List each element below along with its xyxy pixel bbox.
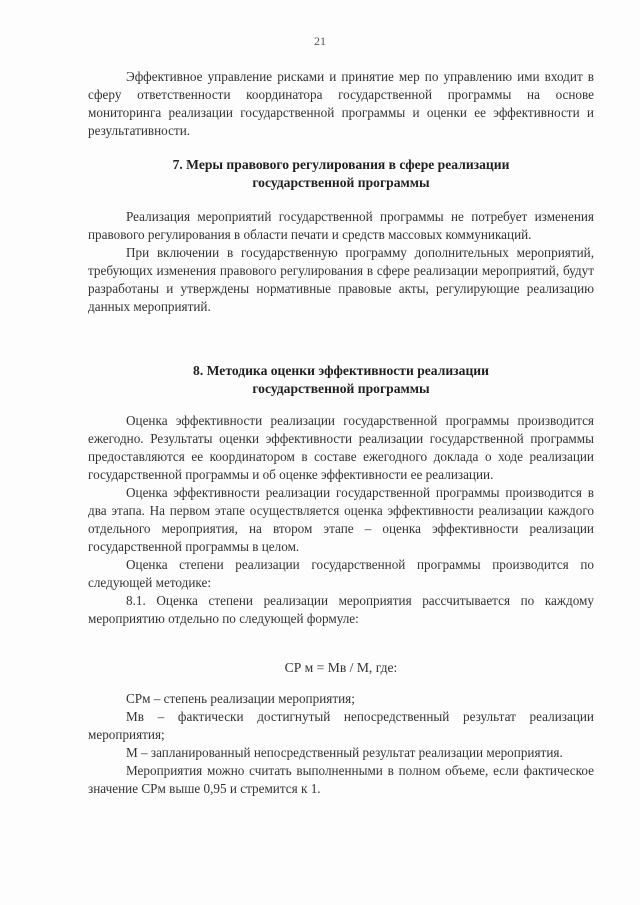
paragraph: Мероприятия можно считать выполненными в полном объеме, если фактическое значение СРм выше 0,95 и стремится к 1. (88, 763, 594, 796)
intro-block (88, 68, 594, 140)
section-7-title-line-1: 7. Меры правового регулирования в сфере реализации (172, 157, 510, 172)
paragraph: Эффективное управление рисками и принятие мер по управлению ими входит в сферу ответственности координатора государственной программы на основе мониторинга реализации государственной программы и оценки ее эффективности и результативности. (88, 69, 594, 138)
paragraph: 8.1. Оценка степени реализации мероприятия рассчитывается по каждому мероприятию отдельно по следующей формуле: (88, 593, 594, 626)
definitions-block (88, 690, 594, 798)
section-8-title-line-1: 8. Методика оценки эффективности реализации (193, 363, 489, 378)
section-8-heading (88, 362, 594, 398)
section-7-title-line-2: государственной программы (252, 175, 430, 190)
definition: СРм – степень реализации мероприятия; (126, 691, 355, 706)
definition: Мв – фактически достигнутый непосредственный результат реализации мероприятия; (88, 709, 594, 742)
paragraph: Оценка степени реализации государственной программы производится по следующей методике: (88, 557, 594, 590)
page-number: 21 (314, 34, 326, 48)
paragraph: Реализация мероприятий государственной программы не потребует изменения правового регулирования в области печати и средств массовых коммуникаций. (88, 209, 594, 242)
definition: М – запланированный непосредственный результат реализации мероприятия. (126, 745, 563, 760)
paragraph: При включении в государственную программу дополнительных мероприятий, требующих изменения правового регулирования в сфере реализации мероприятий, будут разработаны и утверждены нормативные правовые акты, регулирующие реализацию данных мероприятий. (88, 245, 594, 314)
section-7-body (88, 208, 594, 316)
section-8-body (88, 412, 594, 628)
section-7-heading (88, 156, 594, 192)
paragraph: Оценка эффективности реализации государственной программы производится в два этапа. На первом этапе осуществляется оценка эффективности реализации каждого отдельного мероприятия, на втором этапе – оценка эффективности реализации государственной программы в целом. (88, 485, 594, 554)
formula: СР м = Мв / М, где: (284, 660, 398, 675)
paragraph: Оценка эффективности реализации государственной программы производится ежегодно. Результаты оценки эффективности реализации государственной программы предоставляются ее координатором в составе ежегодного доклада о ходе реализации государственной программы и об оценке эффективности ее реализации. (88, 413, 594, 482)
section-8-title-line-2: государственной программы (252, 381, 430, 396)
